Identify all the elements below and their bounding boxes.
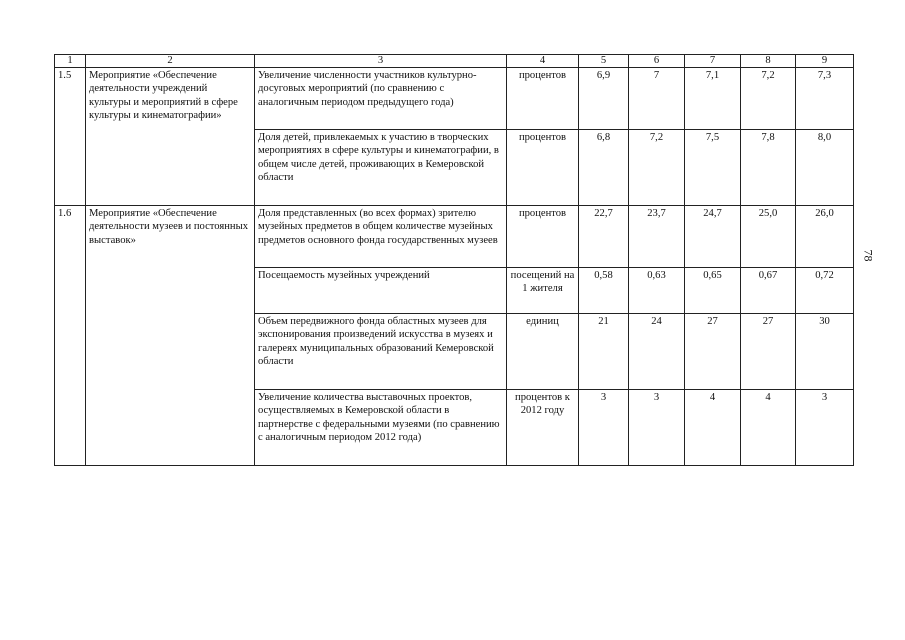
column-header: 3 <box>255 55 507 68</box>
value-cell: 8,0 <box>796 130 854 206</box>
value-cell: 22,7 <box>579 206 629 268</box>
value-cell: 6,9 <box>579 68 629 130</box>
column-header: 8 <box>741 55 796 68</box>
value-cell: 24,7 <box>685 206 741 268</box>
indicator-name: Увеличение численности участников культурно-досуговых мероприятий (по сравнению с аналогичным периодом предыдущего года) <box>255 68 507 130</box>
unit-cell: процентов <box>507 130 579 206</box>
value-cell: 25,0 <box>741 206 796 268</box>
column-header: 4 <box>507 55 579 68</box>
value-cell: 0,72 <box>796 268 854 314</box>
indicator-name: Увеличение количества выставочных проектов, осуществляемых в Кемеровской области в партнерстве с федеральными музеями (по сравнению с аналогичным периодом 2012 года) <box>255 390 507 466</box>
item-number: 1.5 <box>55 68 86 206</box>
value-cell: 7,8 <box>741 130 796 206</box>
value-cell: 30 <box>796 314 854 390</box>
value-cell: 23,7 <box>629 206 685 268</box>
value-cell: 3 <box>796 390 854 466</box>
value-cell: 4 <box>685 390 741 466</box>
column-header: 6 <box>629 55 685 68</box>
indicator-name: Доля детей, привлекаемых к участию в творческих мероприятиях в сфере культуры и кинематографии, в общем числе детей, проживающих в Кемеровской области <box>255 130 507 206</box>
indicator-name: Объем передвижного фонда областных музеев для экспонирования произведений искусства в музеях и галереях муниципальных образований Кемеровской области <box>255 314 507 390</box>
column-header: 2 <box>86 55 255 68</box>
unit-cell: процентов <box>507 68 579 130</box>
value-cell: 0,63 <box>629 268 685 314</box>
event-name: Мероприятие «Обеспечение деятельности учреждений культуры и мероприятий в сфере культуры и кинематографии» <box>86 68 255 206</box>
page-number: 78 <box>861 249 876 262</box>
unit-cell: посещений на 1 жителя <box>507 268 579 314</box>
value-cell: 24 <box>629 314 685 390</box>
value-cell: 7,2 <box>741 68 796 130</box>
value-cell: 7,1 <box>685 68 741 130</box>
indicators-table <box>54 54 854 466</box>
value-cell: 26,0 <box>796 206 854 268</box>
value-cell: 7,5 <box>685 130 741 206</box>
value-cell: 4 <box>741 390 796 466</box>
column-header: 5 <box>579 55 629 68</box>
value-cell: 27 <box>685 314 741 390</box>
header-row <box>55 55 854 68</box>
column-header: 7 <box>685 55 741 68</box>
value-cell: 0,67 <box>741 268 796 314</box>
value-cell: 3 <box>579 390 629 466</box>
unit-cell: процентов <box>507 206 579 268</box>
value-cell: 21 <box>579 314 629 390</box>
indicator-name: Посещаемость музейных учреждений <box>255 268 507 314</box>
column-header: 1 <box>55 55 86 68</box>
unit-cell: процентов к 2012 году <box>507 390 579 466</box>
value-cell: 7,3 <box>796 68 854 130</box>
value-cell: 7,2 <box>629 130 685 206</box>
value-cell: 3 <box>629 390 685 466</box>
indicator-name: Доля представленных (во всех формах) зрителю музейных предметов в общем количестве музейных предметов основного фонда государственных музеев <box>255 206 507 268</box>
event-name: Мероприятие «Обеспечение деятельности музеев и постоянных выставок» <box>86 206 255 466</box>
table-row <box>55 68 854 130</box>
unit-cell: единиц <box>507 314 579 390</box>
table-row <box>55 206 854 268</box>
column-header: 9 <box>796 55 854 68</box>
value-cell: 0,65 <box>685 268 741 314</box>
value-cell: 7 <box>629 68 685 130</box>
item-number: 1.6 <box>55 206 86 466</box>
value-cell: 27 <box>741 314 796 390</box>
value-cell: 6,8 <box>579 130 629 206</box>
value-cell: 0,58 <box>579 268 629 314</box>
